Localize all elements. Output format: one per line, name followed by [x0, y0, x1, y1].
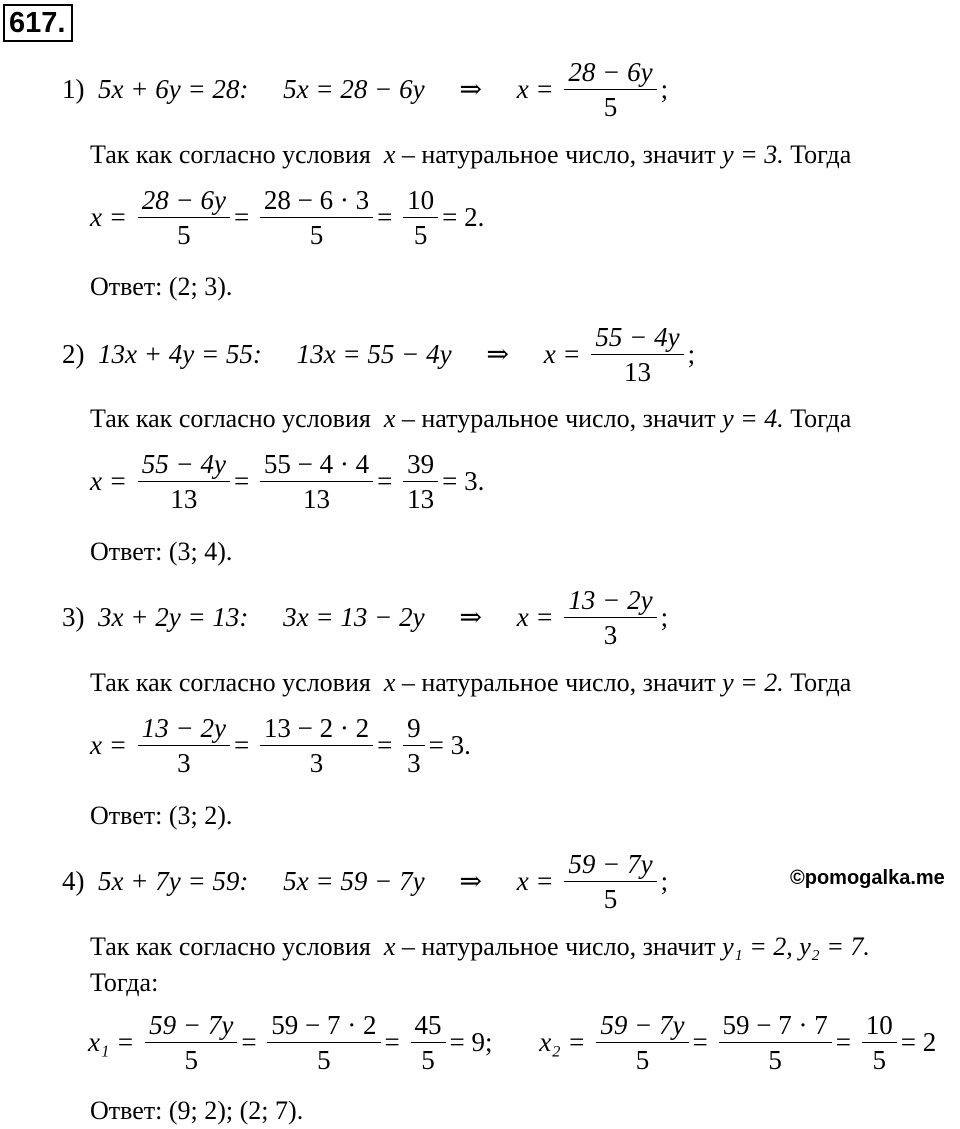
fraction-numerator: 55 − 4 · 4: [260, 450, 373, 482]
calc-fraction-2: [260, 186, 373, 250]
equation-step: 13x = 55 − 4y: [296, 339, 452, 370]
explanation-value: y = 4.: [722, 404, 784, 433]
calc-lhs: x =: [90, 466, 127, 497]
calc-fraction-6: [862, 1011, 897, 1075]
calc-fraction-2: [260, 714, 373, 778]
x-tail: ;: [660, 602, 669, 633]
x-lhs: x =: [516, 602, 554, 633]
x-fraction: [564, 586, 656, 650]
fraction-denominator: 5: [603, 92, 618, 123]
fraction-numerator: 10: [403, 186, 438, 218]
calc-lhs: x₁ =: [88, 1027, 135, 1058]
fraction-denominator: 3: [407, 748, 421, 779]
fraction-numerator: 59 − 7y: [145, 1011, 237, 1043]
fraction-numerator: 13 − 2y: [138, 714, 230, 746]
fraction-denominator: 5: [317, 1045, 331, 1076]
fraction-denominator: 5: [768, 1045, 782, 1076]
explanation-pre: Так как согласно условия: [90, 140, 371, 169]
calc-lhs: x =: [90, 730, 127, 761]
implies-symbol: ⇒: [486, 339, 509, 370]
x-lhs: x =: [516, 866, 554, 897]
part-label: 3): [62, 602, 85, 633]
part-1-equation-line: [62, 57, 669, 124]
calc-result: = 3.: [428, 730, 471, 761]
part-2-explanation: [90, 404, 851, 434]
explanation-post: – натуральное число, значит: [401, 404, 716, 433]
part-3-answer: Ответ: (3; 2).: [90, 801, 233, 830]
calc-fraction-2: [267, 1011, 380, 1075]
explanation-var: x: [383, 668, 396, 697]
problem-number: 617.: [3, 4, 73, 42]
calc-result: = 9;: [449, 1027, 493, 1058]
equation: 13x + 4y = 55:: [98, 339, 262, 370]
part-4-calculation: x₁ = $\frac{59 - 7y}{5}$ = $\frac{59 - 7 \cdot 2}{5}$ = $\frac{45}{5}$ = 9; x₂ = $\frac{59 - 7y}{5}$ = $\frac{59 - 7 \cdot 7}{5}$ = $\frac{10}{5}$ = 2: [88, 1010, 937, 1076]
fraction-denominator: 13: [303, 484, 331, 515]
fraction-denominator: 5: [177, 220, 191, 251]
explanation-post: – натуральное число, значит: [401, 668, 716, 697]
explanation-then: Тогда: [790, 668, 852, 697]
fraction-numerator: 59 − 7 · 7: [719, 1011, 832, 1043]
explanation-var: x: [383, 140, 396, 169]
calc-fraction-1: [138, 450, 230, 514]
explanation-pre: Так как согласно условия: [90, 932, 371, 961]
watermark: ©pomogalka.me: [790, 867, 945, 889]
part-3-calculation: x = $\frac{13 - 2y}{3}$ = $\frac{13 - 2 \cdot 2}{3}$ = $\frac{9}{3}$ = 3.: [90, 713, 471, 779]
fraction-numerator: 13 − 2 · 2: [260, 714, 373, 746]
calc-lhs: x₂ =: [539, 1027, 586, 1058]
fraction-numerator: 59 − 7y: [596, 1011, 688, 1043]
equation-step: 3x = 13 − 2y: [283, 602, 425, 633]
part-2-equation-line: [62, 322, 696, 389]
equation-step: 5x = 28 − 6y: [283, 74, 425, 105]
fraction-denominator: 5: [309, 220, 324, 251]
x-fraction: [564, 850, 656, 914]
part-4-answer: Ответ: (9; 2); (2; 7).: [90, 1096, 304, 1125]
equation: 5x + 7y = 59:: [98, 866, 249, 897]
part-4-then: Тогда:: [90, 968, 159, 997]
explanation-var: x: [383, 404, 396, 433]
x-tail: ;: [687, 339, 696, 370]
calc-fraction-2: [260, 450, 373, 514]
part-label: 2): [62, 339, 85, 370]
calc-fraction-5: [719, 1011, 832, 1075]
fraction-numerator: 28 − 6y: [138, 186, 230, 218]
calc-fraction-3: [411, 1011, 446, 1075]
calc-fraction-1: [138, 186, 230, 250]
equation-step: 5x = 59 − 7y: [283, 866, 425, 897]
part-4-explanation: [90, 932, 870, 962]
part-3-equation-line: [62, 585, 669, 652]
explanation-var: x: [383, 932, 396, 961]
explanation-post: – натуральное число, значит: [401, 140, 716, 169]
explanation-value: y = 3.: [722, 140, 784, 169]
implies-symbol: ⇒: [459, 74, 482, 105]
part-label: 4): [62, 866, 85, 897]
fraction-numerator: 59 − 7y: [564, 850, 656, 882]
fraction-numerator: 39: [403, 450, 438, 482]
fraction-denominator: 3: [603, 620, 618, 651]
part-2-calculation: x = $\frac{55 - 4y}{13}$ = $\frac{55 - 4 \cdot 4}{13}$ = $\frac{39}{13}$ = 3.: [90, 449, 485, 515]
implies-symbol: ⇒: [459, 866, 482, 897]
part-label: 1): [62, 74, 85, 105]
part-1-explanation: [90, 140, 851, 170]
fraction-denominator: 13: [407, 484, 435, 515]
part-3-explanation: [90, 668, 851, 698]
calc-fraction-4: [596, 1011, 688, 1075]
explanation-pre: Так как согласно условия: [90, 404, 371, 433]
calc-fraction-3: [403, 186, 438, 250]
explanation-pre: Так как согласно условия: [90, 668, 371, 697]
fraction-denominator: 3: [309, 748, 324, 779]
implies-symbol: ⇒: [459, 602, 482, 633]
fraction-denominator: 5: [635, 1045, 650, 1076]
explanation-then: Тогда: [790, 404, 852, 433]
x-fraction: [591, 323, 683, 387]
part-1-answer: Ответ: (2; 3).: [90, 272, 233, 301]
calc-result: = 3.: [442, 466, 485, 497]
equation: 5x + 6y = 28:: [98, 74, 249, 105]
explanation-post: – натуральное число, значит: [401, 932, 716, 961]
x-tail: ;: [660, 74, 669, 105]
fraction-denominator: 5: [421, 1045, 435, 1076]
fraction-denominator: 3: [177, 748, 191, 779]
fraction-denominator: 5: [603, 884, 618, 915]
calc-result: = 2: [900, 1027, 937, 1058]
calc-fraction-3: [403, 450, 438, 514]
fraction-denominator: 5: [413, 220, 428, 251]
fraction-denominator: 13: [624, 357, 652, 388]
fraction-numerator: 28 − 6 · 3: [260, 186, 373, 218]
explanation-value: y₁ = 2, y₂ = 7.: [722, 932, 870, 961]
x-lhs: x =: [543, 339, 581, 370]
fraction-denominator: 5: [184, 1045, 198, 1076]
calc-fraction-1: [145, 1011, 237, 1075]
part-2-answer: Ответ: (3; 4).: [90, 537, 233, 566]
calc-lhs: x =: [90, 202, 127, 233]
fraction-numerator: 9: [403, 714, 425, 746]
fraction-numerator: 59 − 7 · 2: [267, 1011, 380, 1043]
explanation-then: Тогда: [790, 140, 852, 169]
x-lhs: x =: [516, 74, 554, 105]
fraction-numerator: 13 − 2y: [564, 586, 656, 618]
fraction-denominator: 5: [872, 1045, 886, 1076]
fraction-numerator: 10: [862, 1011, 897, 1043]
fraction-denominator: 13: [170, 484, 198, 515]
equation: 3x + 2y = 13:: [98, 602, 249, 633]
fraction-numerator: 45: [411, 1011, 446, 1043]
calc-fraction-1: [138, 714, 230, 778]
calc-result: = 2.: [442, 202, 485, 233]
fraction-numerator: 55 − 4y: [138, 450, 230, 482]
fraction-numerator: 55 − 4y: [591, 323, 683, 355]
explanation-value: y = 2.: [722, 668, 784, 697]
x-tail: ;: [660, 866, 669, 897]
fraction-numerator: 28 − 6y: [564, 58, 656, 90]
x-fraction: [564, 58, 656, 122]
part-1-calculation: x = $\frac{28 - 6y}{5}$ = $\frac{28 - 6 \cdot 3}{5}$ = $\frac{10}{5}$ = 2.: [90, 185, 485, 251]
calc-fraction-3: [403, 714, 425, 778]
part-4-equation-line: [62, 849, 669, 916]
